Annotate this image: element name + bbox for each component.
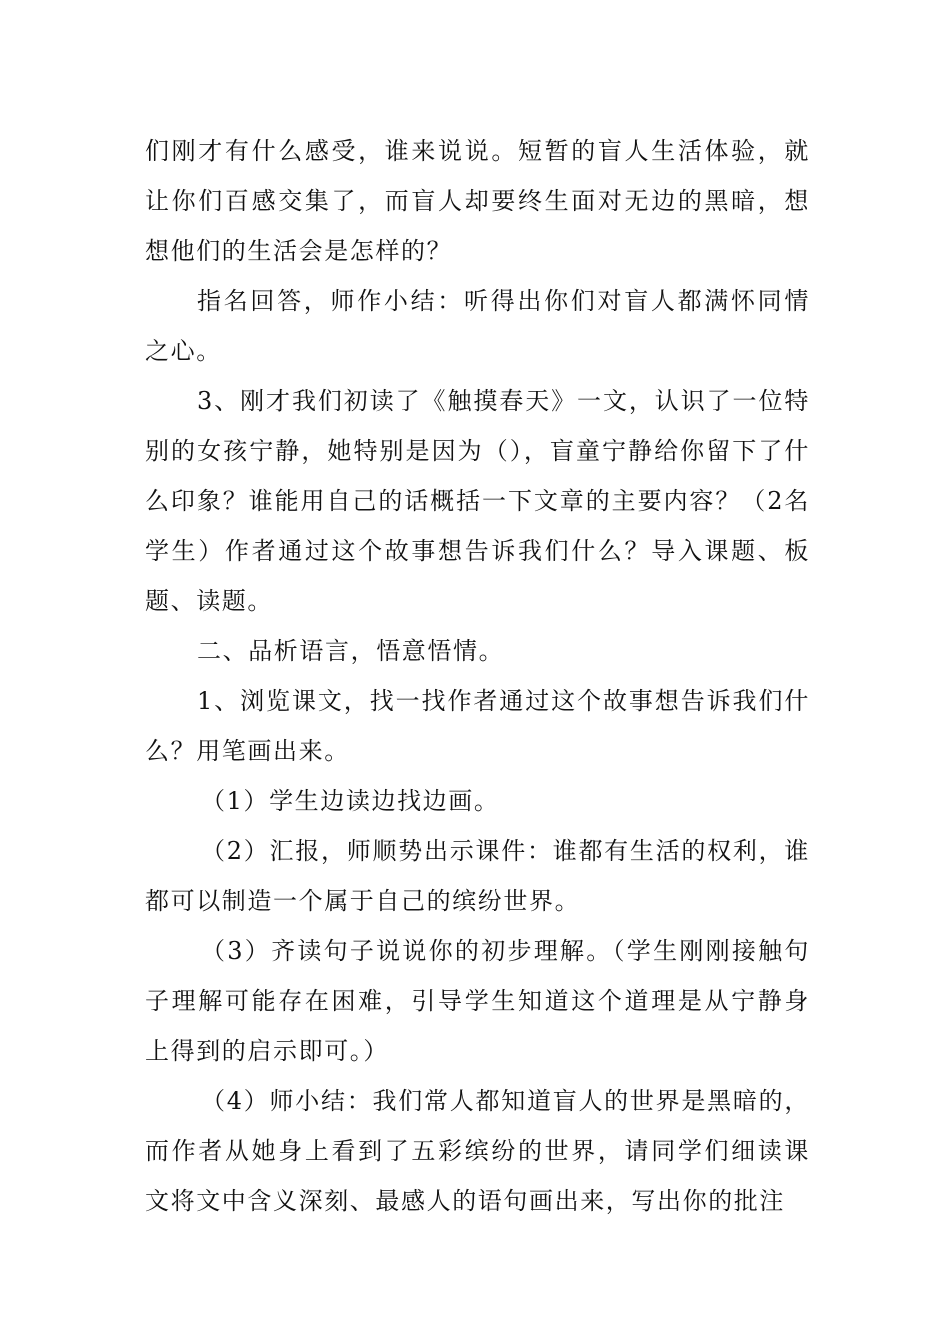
paragraph-continuation: 们刚才有什么感受，谁来说说。短暂的盲人生活体验，就让你们百感交集了，而盲人却要终生面对无边的黑暗，想想他们的生活会是怎样的？ — [145, 137, 810, 265]
list-item-3: （3）齐读句子说说你的初步理解。（学生刚刚接触句子理解可能存在困难，引导学生知道这个道理是从宁静身上得到的启示即可。） — [145, 937, 810, 1065]
paragraph-teacher-summary: 指名回答，师作小结：听得出你们对盲人都满怀同情之心。 — [145, 287, 810, 365]
list-item-2: （2）汇报，师顺势出示课件：谁都有生活的权利，谁都可以制造一个属于自己的缤纷世界。 — [145, 837, 810, 915]
list-item-1: （1）学生边读边找边画。 — [201, 787, 500, 815]
paragraph-step-1: 1、浏览课文，找一找作者通过这个故事想告诉我们什么？用笔画出来。 — [145, 687, 810, 765]
paragraph-step-3: 3、刚才我们初读了《触摸春天》一文，认识了一位特别的女孩宁静，她特别是因为（），盲童宁静给你留下了什么印象？谁能用自己的话概括一下文章的主要内容？（2名学生）作者通过这个故事想告诉我们什么？导入课题、板题、读题。 — [145, 387, 810, 615]
list-item-4: （4）师小结：我们常人都知道盲人的世界是黑暗的，而作者从她身上看到了五彩缤纷的世界，请同学们细读课文将文中含义深刻、最感人的语句画出来，写出你的批注 — [145, 1087, 810, 1215]
section-heading-2: 二、品析语言，悟意悟情。 — [197, 637, 505, 665]
document-body — [145, 126, 810, 1226]
